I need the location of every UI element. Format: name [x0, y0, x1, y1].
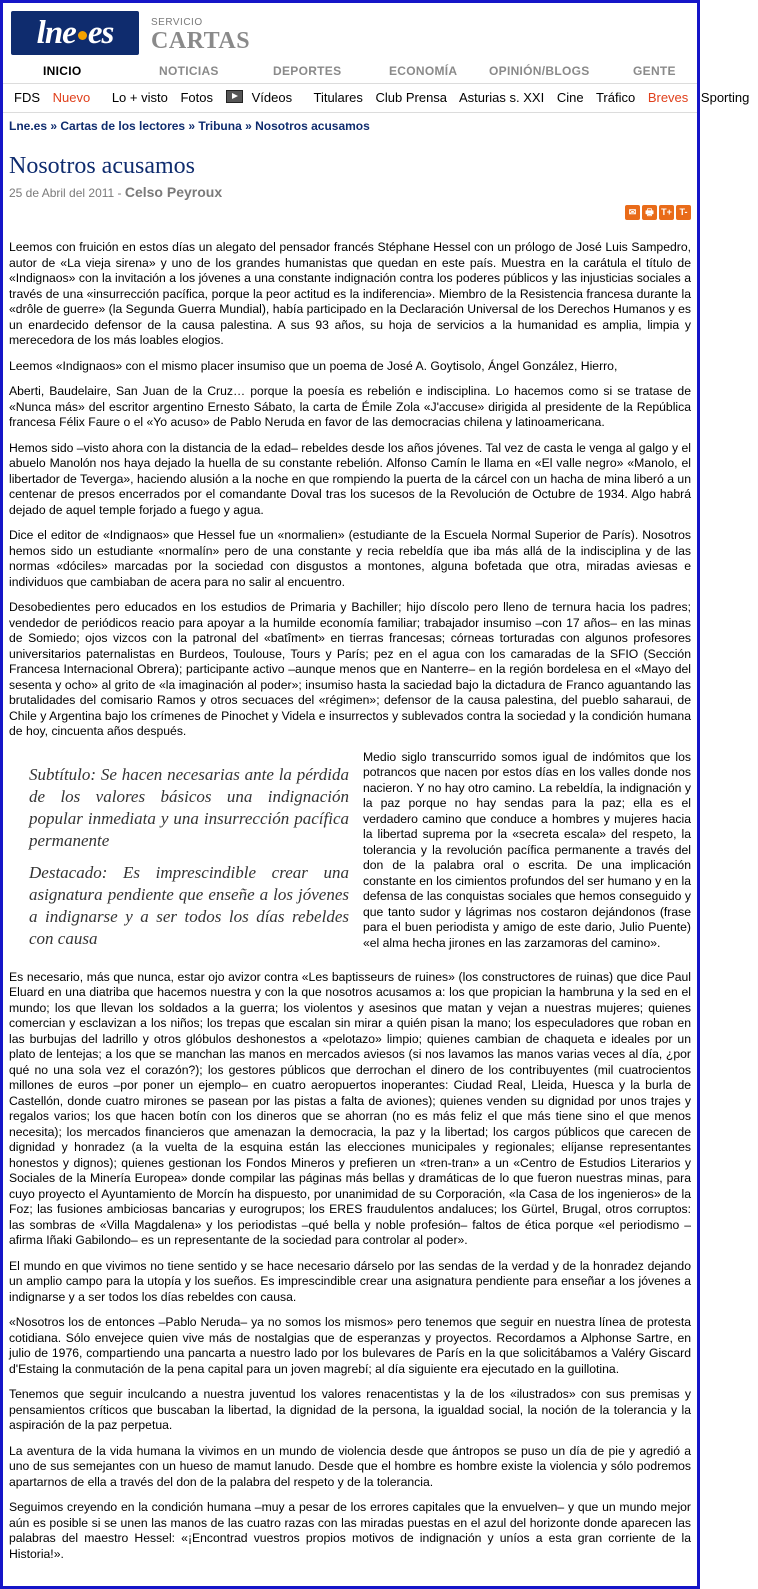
print-icon[interactable]: 🖶: [642, 205, 657, 220]
article-paragraph: Hemos sido –visto ahora con la distancia de la edad– rebeldes desde los años jóvenes. Tal vez de casta le venga al galgo y el abuelo Manolón nos haya dejado la huella de su constante rebelión. Alfonso Camín le llama en «El valle negro» «Manolo, el libertador de Teverga», haciendo alusión a la noche en que rompiendo la puerta de la cárcel con un hacha de mina liberó a un centenar de presos encerrados por el comandante Doval tras los sucesos de la Revolución de Octubre de 1934. Algo habrá dejado de aquel temple forjado a fuego y agua.: [9, 440, 691, 517]
subnav-breves[interactable]: Breves: [647, 90, 689, 105]
logo-text-right: es: [87, 15, 114, 51]
article-paragraph: El mundo en que vivimos no tiene sentido y se hace necesario dárselo por las sendas de la verdad y de la honradez dejando un amplio campo para la utopía y los sueños. Es imprescindible crear una asignatura pendiente para enseñar a los jóvenes a indignarse y a ser todos los días rebeldes con causa.: [9, 1258, 691, 1304]
article-paragraph: Medio siglo transcurrido somos igual de indómitos que los potrancos que nacen por estos días en los valles donde nos nacieron. Y no hay otro camino. La rebeldía, la indignación y la paz porque no hay sendas para la paz; ella es el verdadero camino que conduce a hombres y mujeres hacia la libertad suprema por la «secreta escala» del respeto, la tolerancia y la revolución pacífica permanente a través del don de la palabra oral o escrita. De una implicación constante en los cimientos profundos del ser humano y en la defensa de las conquistas sociales que hemos conseguido y que tanto sudor y lágrimas nos costaron dejándonos (frase para el buen periodista y amigo de este dario, Julio Puente) «el alma hecha jirones en las zarzamoras del camino».: [363, 749, 691, 950]
article-dateline: [9, 184, 697, 200]
subnav-club-prensa[interactable]: Club Prensa: [375, 90, 448, 105]
logo-text-left: lne: [36, 15, 76, 51]
subnav-videos[interactable]: [226, 90, 301, 105]
nav-economia[interactable]: ECONOMÍA: [389, 64, 458, 78]
video-icon: [226, 90, 243, 103]
subnav-videos-label: Vídeos: [251, 90, 293, 105]
article-author[interactable]: Celso Peyroux: [124, 184, 223, 200]
breadcrumb[interactable]: Lne.es » Cartas de los lectores » Tribuna » Nosotros acusamos: [9, 119, 370, 133]
subnav-fotos[interactable]: Fotos: [180, 90, 213, 105]
pullquote-subtitle: Subtítulo: Se hacen necesarias ante la pérdida de los valores básicos una indignación popular inmediata y una insurrección pacífica permanente: [29, 764, 349, 850]
pullquote-section: [9, 750, 691, 960]
article-paragraph: Seguimos creyendo en la condición humana –muy a pesar de los errores capitales que la envuelven– y que un mundo mejor aún es posible si se unen las manos de las cuatro razas con las miradas puestas en el azul del horizonte donde aparecen las palabras del maestro Hessel: «¡Encontrad vuestros propios motivos de indignación y uníos a esta gran corriente de la Historia!».: [9, 1500, 691, 1561]
logo-dot-icon: [78, 31, 87, 40]
article-paragraph: «Nosotros los de entonces –Pablo Neruda– ya no somos los mismos» pero tenemos que seguir en nuestra línea de protesta cotidiana. Sólo envejece quien vive más de nostalgias que de esperanzas y proyectos. Recordamos a Alphonse Sartre, en julio de 1976, compartiendo una pancarta a nuestro lado por los bulevares de París en la que solicitábamos a Valéry Giscard d'Estaing la conmutación de la pena capital para un joven magrebí; al día siguiente era ejecutado en la guillotina.: [9, 1315, 691, 1376]
sub-nav: [3, 84, 750, 113]
section-title: CARTAS: [151, 28, 251, 54]
side-column: [355, 750, 691, 960]
email-icon[interactable]: ✉: [625, 205, 640, 220]
site-logo[interactable]: [11, 11, 139, 55]
nav-gente[interactable]: GENTE: [633, 64, 676, 78]
article-paragraph: Dice el editor de «Indignaos» que Hessel fue un «normalien» (estudiante de la Escuela Normal Superior de París). Nosotros hemos sido un estudiante «normalín» pero de una constante y recia rebeldía que iba más allá de la indisciplina y de las normas «dóciles» marcadas por la sociedad con disgustos a montones, alguna bofetada que otra, miradas aviesas e individuos que cambiaban de acera para no salir al encuentro.: [9, 528, 691, 589]
subnav-nuevo-badge: Nuevo: [52, 90, 91, 105]
article-paragraph: Leemos «Indignaos» con el mismo placer insumiso que un poema de José A. Goytisolo, Ángel González, Hierro,: [9, 358, 618, 373]
text-larger-icon[interactable]: T+: [659, 205, 674, 220]
subnav-cine[interactable]: Cine: [556, 90, 584, 105]
service-label: SERVICIO: [151, 17, 203, 28]
article-paragraph: Desobedientes pero educados en los estudios de Primaria y Bachiller; hijo díscolo pero lleno de ternura hacia los padres; vendedor de periódicos reacio para apoyar a la humilde economía familiar; trabajador insumiso –con 17 años– en las minas de Somiedo; ojos vizcos con la patronal del «batîment» en tierras francesas; córneas torturadas con algunos profesores universitarios paternalistas en Burdeos, Toulouse, Tours y París; pez en el agua con los camaradas de la SFIO (Sección Francesa Internacional Obrera); participante activo –aunque menos que en Nanterre– en la región bordelesa en el «Mayo del sesenta y ocho» al grito de «la imaginación al poder»; insumiso hasta la saciedad bajo la dictadura de Franco aguantando las brutalidades del comisario Ramos y otros secuaces del «régimen»; defensor de la causa palestina, del pueblo saharaui, de Chile y Argentina bajo los crímenes de Pinochet y Videla e insurrectos y sublevados contra la sociedad y la condición humana de hoy, cincuenta años después.: [9, 600, 691, 738]
pullquotes: [9, 750, 355, 960]
article-paragraph: Es necesario, más que nunca, estar ojo avizor contra «Les baptisseurs de ruines» (los constructores de ruinas) que dice Paul Eluard en una diatriba que hacemos nuestra y con la que nosotros acusamos a: los que propician la hambruna y la sed en el mundo; los que llevan los soldados a la guerra; los violentos y asesinos que matan y vejan a nuestras mujeres; quienes comercian y esclavizan a los niños; los trepas que escalan sin mirar a quién pisan la mano; los especuladores que roban en las burbujas del ladrillo y otros glóbulos deshonestos a «pelotazo» limpio; quienes cambian de chaqueta e ideales por un plato de lentejas; a los que se manchan las manos en mercados aviesos (si nos lavamos las manos varias veces al día, ¿por qué no una sola vez el corazón?); los gestores públicos que derrochan el dinero de los contribuyentes (mil cuatrocientos millones de euros –por poner un ejemplo– en cuatro aeropuertos inoperantes: Ciudad Real, Lleida, Huesca y la burla de Castellón, donde cuatro mirones se pasean por las pistas a falta de aviones); quienes venden su dignidad por unos trajes y regalos varios; los que hacen botín con los dineros que se ahorran (no es más feliz el que más tiene sino el que menos necesita); los mercados financieros que amenazan la democracia, la paz y la libertad; los cargos públicos que carecen de dignidad y honradez (a la vuelta de la esquina están las elecciones municipales y regionales; elíjanse representantes honestos y dignos); quienes gestionan los Fondos Mineros y prefieren un «tren-tran» a un «Centro de Estudios Literarios y Sociales de la Minería Europea» donde compilar las páginas más bellas y dramáticas de lo que fueron nuestras minas, para cuyo proyecto el Ayuntamiento de Morcín ha dispuesto, por unanimidad de su Corporación, «la Casa de los ingenieros» de la Foz; las fusiones ambiciosas bancarias y eurogrupos; los ERES fraudulentos andaluces; los Gürtel, Brugal, otros corruptos: las sombras de «Villa Magdalena» y los periodistas –qué bella y noble profesión– faltos de ética porque «el periodismo –afirma Iñaki Gabilondo– es un representante de la sociedad para controlar al poder».: [9, 969, 691, 1247]
article-date: 25 de Abril del 2011 -: [9, 186, 125, 200]
article-paragraph: Tenemos que seguir inculcando a nuestra juventud los valores renacentistas y la de los «ilustrados» con sus premisas y pensamientos críticos que buscaban la libertad, la dignidad de la persona, la igualdad social, la noción de la tolerancia y la aspiración de la paz perpetua.: [9, 1387, 691, 1432]
subnav-fds-label: FDS: [14, 90, 40, 105]
subnav-titulares[interactable]: Titulares: [313, 90, 363, 105]
article-paragraph: La aventura de la vida humana la vivimos en un mundo de violencia desde que ántropos se puso un día de pie y agredió a uno de sus semejantes con un hueso de mamut lanudo. Desde que el hombre es hombre existe la violencia y sólo podremos apartarnos de ella a través del don de la palabra del respeto y de la tolerancia.: [9, 1443, 691, 1489]
subnav-lo-mas-visto[interactable]: Lo + visto: [111, 90, 168, 105]
pullquote-destacado: Destacado: Es imprescindible crear una asignatura pendiente que enseñe a los jóvenes a indignarse y a ser todos los días rebeldes con causa: [29, 862, 349, 948]
nav-deportes[interactable]: DEPORTES: [273, 64, 342, 78]
subnav-asturias-xxi[interactable]: Asturias s. XXI: [458, 90, 545, 105]
subnav-trafico[interactable]: Tráfico: [595, 90, 636, 105]
text-smaller-icon[interactable]: T-: [676, 205, 691, 220]
article-tools: [3, 202, 697, 222]
nav-opinion-blogs[interactable]: OPINIÓN/BLOGS: [489, 64, 590, 78]
article-paragraph: Aberti, Baudelaire, San Juan de la Cruz… porque la poesía es rebelión e indisciplina. Lo hacemos como si se tratase de «Nunca más» del escritor argentino Ernesto Sábato, la carta de Émile Zola «J'accuse» dirigida al presidente de la República francesa Félix Faure o el «Yo acuso» de Pablo Neruda en favor de las democracias chilena y latinoamericana.: [9, 384, 691, 429]
nav-noticias[interactable]: NOTICIAS: [159, 64, 219, 78]
subnav-sporting[interactable]: Sporting: [700, 90, 750, 105]
nav-inicio[interactable]: INICIO: [43, 64, 82, 78]
main-nav: [3, 61, 697, 84]
subnav-fds[interactable]: [14, 90, 99, 105]
article-body: [3, 222, 697, 1562]
article-paragraph: Leemos con fruición en estos días un alegato del pensador francés Stéphane Hessel con un prólogo de José Luis Sampedro, autor de «La vieja sirena» y uno de los grandes humanistas que quedan en este país. Muestra en la carátula el título de «Indignaos» con la invitación a los jóvenes a una constante indignación contra los poderes públicos y las injusticias sociales a través de una «insurrección pacífica, porque la peor actitud es la indiferencia». Miembro de la Resistencia francesa durante la «drôle de guerre» (la Segunda Guerra Mundial), había participado en la Declaración Universal de los Derechos Humanos y es un enardecido defensor de la causa palestina. A sus 93 años, su hoja de servicios a la humanidad es amplia, limpia y merecedora de los más loables elogios.: [9, 240, 691, 347]
site-header: [3, 3, 697, 61]
article-title: Nosotros acusamos: [9, 153, 195, 179]
